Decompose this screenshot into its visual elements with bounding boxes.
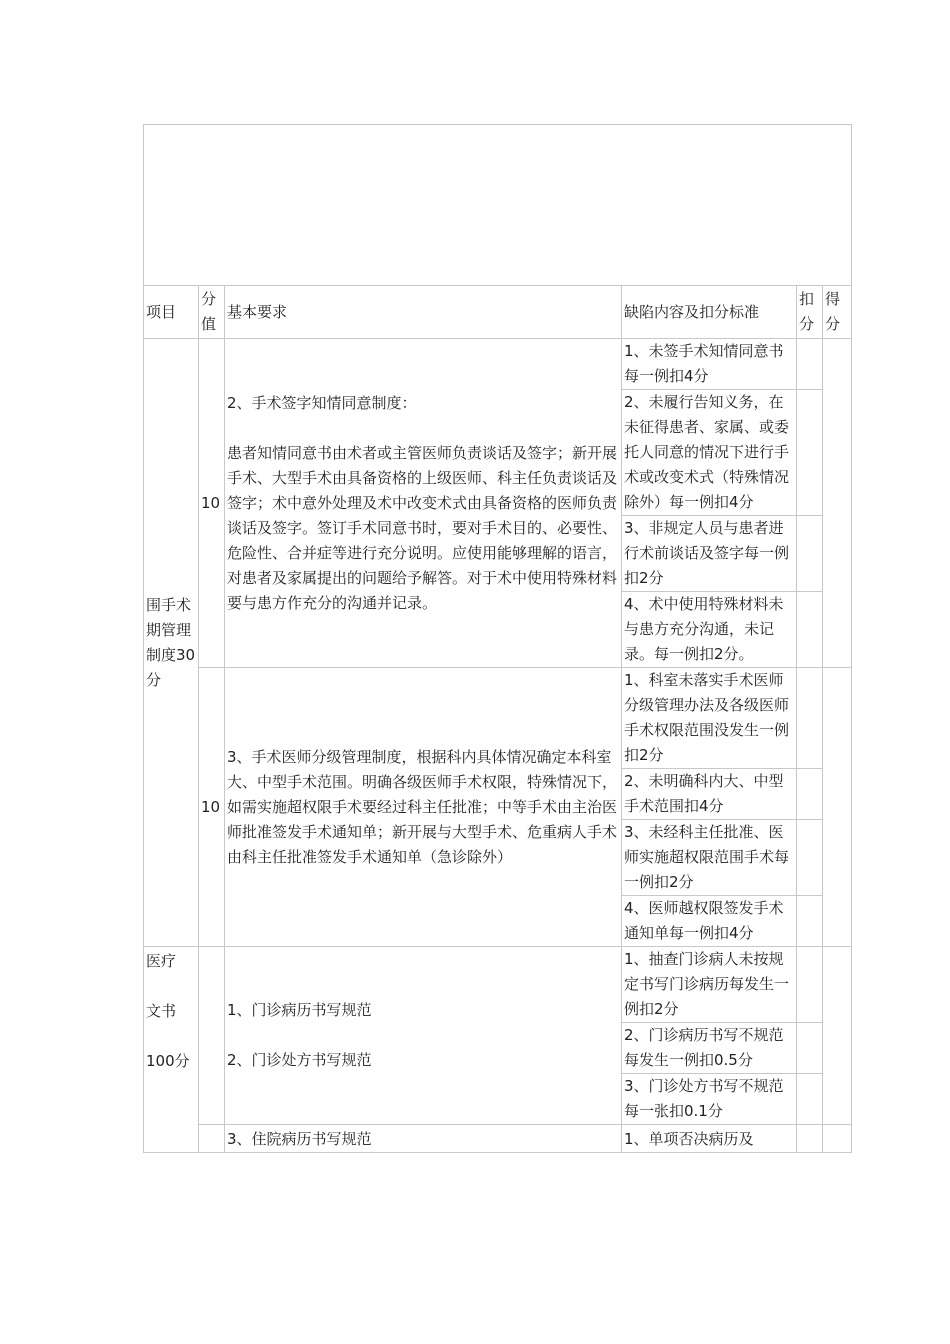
defect-cell: 1、抽查门诊病人未按规定书写门诊病历每发生一例扣2分 <box>622 947 797 1023</box>
defect-cell: 1、科室未落实手术医师分级管理办法及各级医师手术权限范围没发生一例扣2分 <box>622 668 797 769</box>
requirement-text: 患者知情同意书由术者或主管医师负责谈话及签字；新开展手术、大型手术由具备资格的上级医师、科主任负责谈话及签字；术中意外处理及术中改变术式由具备资格的医师负责谈话及签字。签订手术同意书时，要对手术目的、必要性、危险性、合并症等进行充分说明。应使用能够理解的语言，对患者及家属提出的问题给予解答。对于术中使用特殊材料要与患方作充分的沟通并记录。 <box>227 443 618 612</box>
header-basic: 基本要求 <box>225 286 622 339</box>
got-cell <box>823 668 852 947</box>
deduct-cell <box>797 769 823 820</box>
requirement-cell: 3、住院病历书写规范 <box>225 1125 622 1153</box>
category-line: 100分 <box>146 1052 190 1070</box>
requirement-cell <box>225 947 622 1125</box>
got-cell <box>823 339 852 668</box>
defect-cell: 1、单项否决病历及 <box>622 1125 797 1153</box>
table-row <box>144 339 852 390</box>
deduct-cell <box>797 1023 823 1074</box>
blank-header-row <box>144 125 852 286</box>
table-row <box>144 947 852 1023</box>
category-line: 文书 <box>146 1002 177 1020</box>
deduct-cell <box>797 668 823 769</box>
deduct-cell <box>797 947 823 1023</box>
defect-cell: 3、门诊处方书写不规范每一张扣0.1分 <box>622 1074 797 1125</box>
requirement-cell: 3、手术医师分级管理制度，根据科内具体情况确定本科室大、中型手术范围。明确各级医师手术权限，特殊情况下，如需实施超权限手术要经过科主任批准；中等手术由主治医师批准签发手术通知单；新开展与大型手术、危重病人手术由科主任批准签发手术通知单（急诊除外） <box>225 668 622 947</box>
header-score: 分值 <box>199 286 225 339</box>
defect-cell: 3、未经科主任批准、医师实施超权限范围手术每一例扣2分 <box>622 820 797 896</box>
defect-cell: 2、未履行告知义务，在未征得患者、家属、或委托人同意的情况下进行手术或改变术式（特殊情况除外）每一例扣4分 <box>622 390 797 516</box>
deduct-cell <box>797 390 823 516</box>
score-cell: 10 <box>199 668 225 947</box>
header-row <box>144 286 852 339</box>
assessment-table <box>143 124 852 1153</box>
got-cell <box>823 1125 852 1153</box>
deduct-cell <box>797 896 823 947</box>
defect-cell: 2、门诊病历书写不规范每发生一例扣0.5分 <box>622 1023 797 1074</box>
requirement-cell <box>225 339 622 668</box>
category-cell: 围手术期管理制度30分 <box>144 339 199 947</box>
score-cell: 10 <box>199 339 225 668</box>
defect-cell: 4、医师越权限签发手术通知单每一例扣4分 <box>622 896 797 947</box>
requirement-title: 2、手术签字知情同意制度： <box>227 393 417 412</box>
header-got: 得分 <box>823 286 852 339</box>
deduct-cell <box>797 516 823 592</box>
deduct-cell <box>797 339 823 390</box>
score-cell <box>199 947 225 1125</box>
deduct-cell <box>797 592 823 668</box>
got-cell <box>823 947 852 1125</box>
category-line: 医疗 <box>146 952 177 970</box>
header-deduct: 扣分 <box>797 286 823 339</box>
defect-cell: 3、非规定人员与患者进行术前谈话及签字每一例扣2分 <box>622 516 797 592</box>
deduct-cell <box>797 1074 823 1125</box>
category-cell <box>144 947 199 1153</box>
defect-cell: 4、术中使用特殊材料未与患方充分沟通，未记录。每一例扣2分。 <box>622 592 797 668</box>
blank-cell <box>144 125 852 286</box>
table-row <box>144 1125 852 1153</box>
defect-cell: 2、未明确科内大、中型手术范围扣4分 <box>622 769 797 820</box>
requirement-line: 2、门诊处方书写规范 <box>227 1051 372 1069</box>
table-row <box>144 668 852 769</box>
deduct-cell <box>797 820 823 896</box>
score-cell <box>199 1125 225 1153</box>
requirement-line: 1、门诊病历书写规范 <box>227 1001 372 1019</box>
deduct-cell <box>797 1125 823 1153</box>
defect-cell: 1、未签手术知情同意书每一例扣4分 <box>622 339 797 390</box>
header-item: 项目 <box>144 286 199 339</box>
header-defect: 缺陷内容及扣分标准 <box>622 286 797 339</box>
